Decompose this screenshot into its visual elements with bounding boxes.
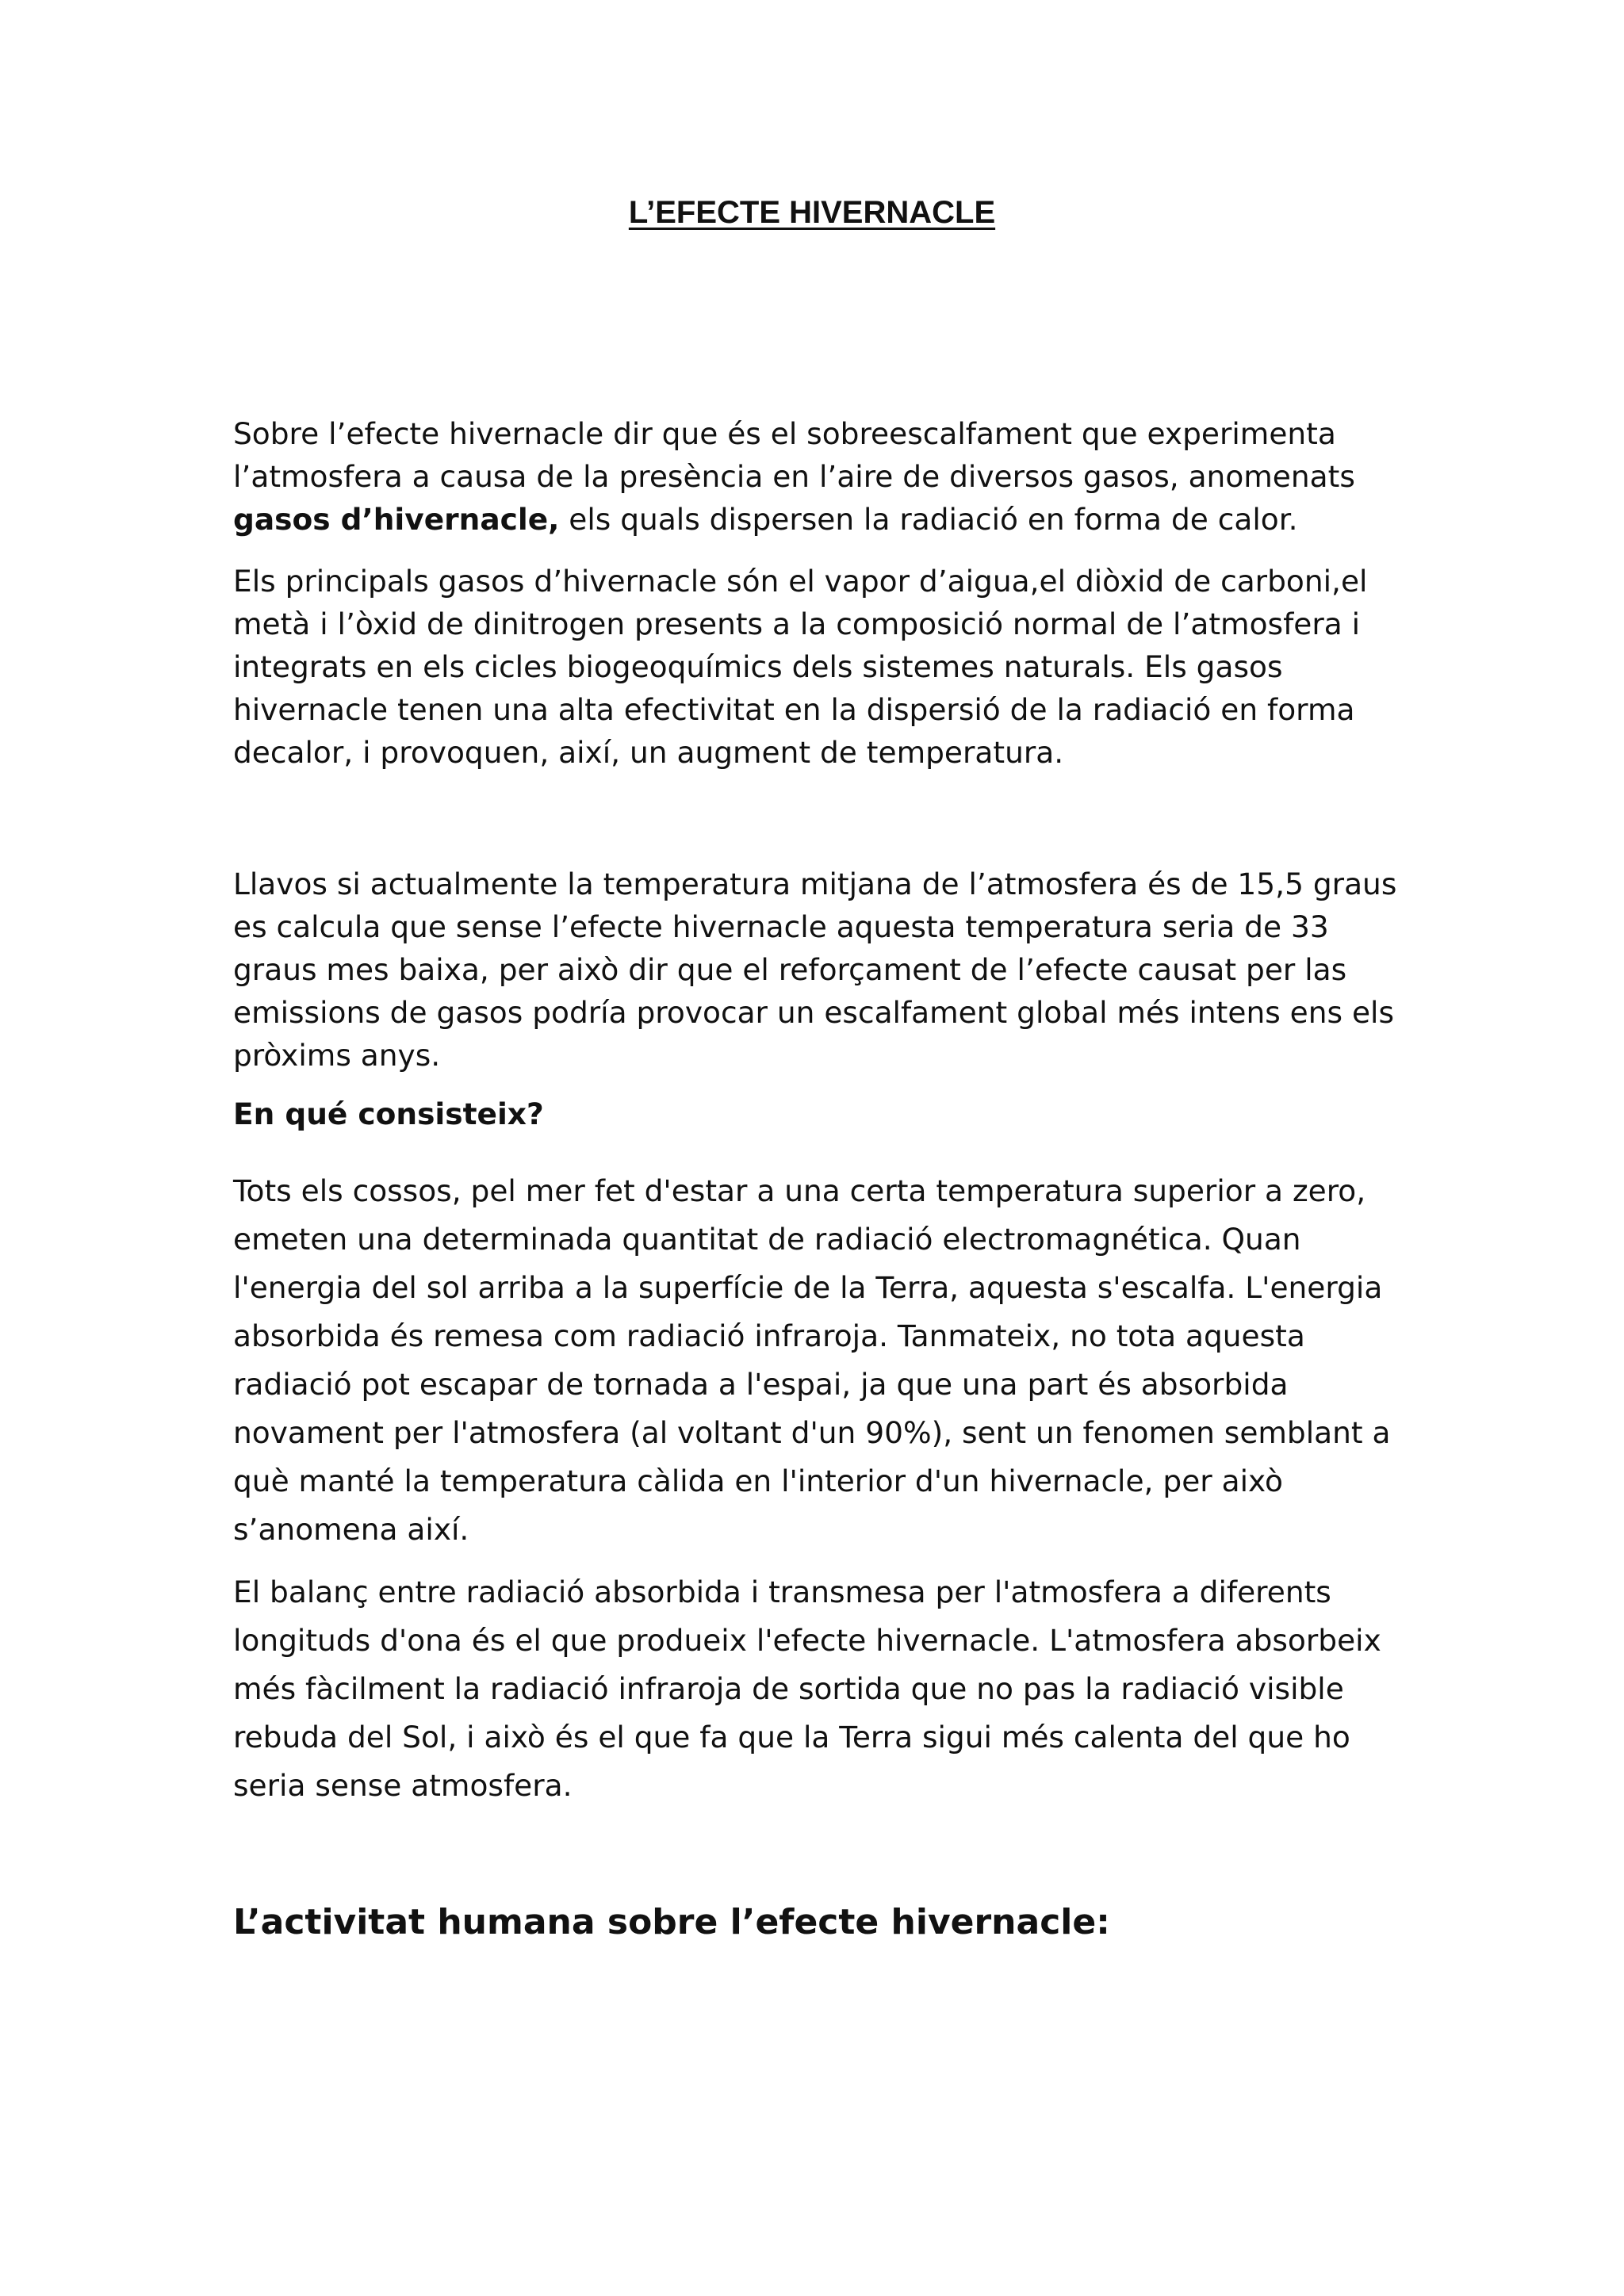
paragraph-main-gases: Els principals gasos d’hivernacle són el vapor d’aigua,el diòxid de carboni,el metà i l’òxid de dinitrogen presents a la composició normal de l’atmosfera i integrats en els cicles biogeoquímics dels sistemes naturals. Els gasos hivernacle tenen una alta efectivitat en la dispersió de la radiació en forma decalor, i provoquen, així, un augment de temperatura. (233, 564, 1368, 770)
paragraph-temperature: Llavos si actualmente la temperatura mitjana de l’atmosfera és de 15,5 graus es calcula que sense l’efecte hivernacle aquesta temperatura seria de 33 graus mes baixa, per això dir que el reforçament de l’efecte causat per las emissions de gasos podría provocar un escalfament global més intens ens els pròxims anys. (233, 867, 1397, 1073)
bold-term-greenhouse-gases: gasos d’hivernacle, (233, 502, 560, 537)
paragraph-definition-text-start: Sobre l’efecte hivernacle dir que és el sobreescalfament que experimenta l’atmosfera a causa de la presència en l’aire de diversos gasos, anomenats (233, 416, 1355, 494)
heading-what-it-consists: En qué consisteix? (233, 1096, 544, 1131)
heading-human-activity: L’activitat humana sobre l’efecte hivernacle: (233, 1902, 1110, 1942)
paragraph-definition (233, 412, 1415, 541)
paragraph-radiation: Tots els cossos, pel mer fet d'estar a una certa temperatura superior a zero, emeten una determinada quantitat de radiació electromagnética. Quan l'energia del sol arriba a la superfície de la Terra, aquesta s'escalfa. L'energia absorbida és remesa com radiació infraroja. Tanmateix, no tota aquesta radiació pot escapar de tornada a l'espai, ja que una part és absorbida novament per l'atmosfera (al voltant d'un 90%), sent un fenomen semblant a què manté la temperatura càlida en l'interior d'un hivernacle, per això s’anomena així. (233, 1173, 1391, 1547)
document-title: L’EFECTE HIVERNACLE (628, 195, 996, 230)
paragraph-balance: El balanç entre radiació absorbida i transmesa per l'atmosfera a diferents longituds d'ona és el que produeix l'efecte hivernacle. L'atmosfera absorbeix més fàcilment la radiació infraroja de sortida que no pas la radiació visible rebuda del Sol, i això és el que fa que la Terra sigui més calenta del que ho seria sense atmosfera. (233, 1575, 1381, 1803)
paragraph-definition-text-end: els quals dispersen la radiació en forma de calor. (559, 502, 1298, 537)
document-body (233, 412, 1415, 1946)
